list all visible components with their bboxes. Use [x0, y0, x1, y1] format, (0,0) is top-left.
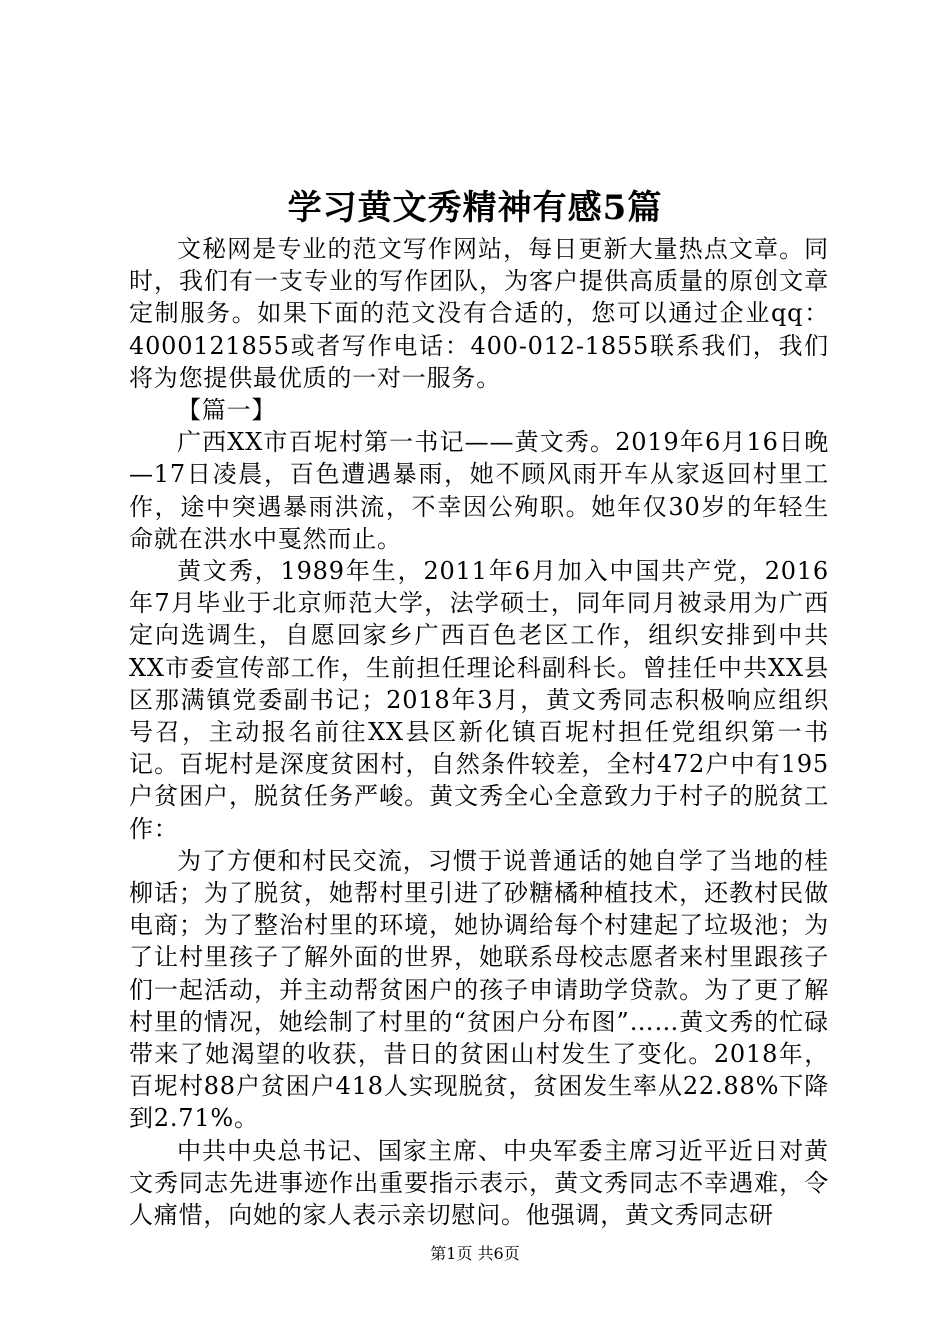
body-paragraph: 广西XX市百坭村第一书记——黄文秀。2019年6月16日晚—17日凌晨，百色遭遇暴雨，她不顾风雨开车从家返回村里工作，途中突遇暴雨洪流，不幸因公殉职。她年仅30岁的年轻生命就在洪水中戛然而止。: [129, 428, 829, 553]
document-body: [129, 233, 829, 1231]
intro-paragraph: 文秘网是专业的范文写作网站，每日更新大量热点文章。同时，我们有一支专业的写作团队，为客户提供高质量的原创文章定制服务。如果下面的范文没有合适的，您可以通过企业qq：4000121855或者写作电话：400-012-1855联系我们，我们将为您提供最优质的一对一服务。: [129, 235, 829, 392]
section-heading: 【篇一】: [177, 396, 277, 425]
body-paragraph: 黄文秀，1989年生，2011年6月加入中国共产党，2016年7月毕业于北京师范大学，法学硕士，同年同月被录用为广西定向选调生，自愿回家乡广西百色老区工作，组织安排到中共XX市委宣传部工作，生前担任理论科副科长。曾挂任中共XX县区那满镇党委副书记；2018年3月，黄文秀同志积极响应组织号召，主动报名前往XX县区新化镇百坭村担任党组织第一书记。百坭村是深度贫困村，自然条件较差，全村472户中有195户贫困户，脱贫任务严峻。黄文秀全心全意致力于村子的脱贫工作：: [129, 557, 829, 843]
body-paragraph: 中共中央总书记、国家主席、中央军委主席习近平近日对黄文秀同志先进事迹作出重要指示表示，黄文秀同志不幸遇难，令人痛惜，向她的家人表示亲切慰问。他强调，黄文秀同志研: [129, 1136, 829, 1230]
body-paragraph: 为了方便和村民交流，习惯于说普通话的她自学了当地的桂柳话；为了脱贫，她帮村里引进了砂糖橘种植技术，还教村民做电商；为了整治村里的环境，她协调给每个村建起了垃圾池；为了让村里孩子了解外面的世界，她联系母校志愿者来村里跟孩子们一起活动，并主动帮贫困户的孩子申请助学贷款。为了更了解村里的情况，她绘制了村里的“贫困户分布图”……黄文秀的忙碌带来了她渴望的收获，昔日的贫困山村发生了变化。2018年，百坭村88户贫困户418人实现脱贫，贫困发生率从22.88%下降到2.71%。: [129, 846, 829, 1133]
page-number-footer: 第1页 共6页: [430, 1244, 520, 1263]
document-title: 学习黄文秀精神有感5篇: [287, 188, 663, 228]
